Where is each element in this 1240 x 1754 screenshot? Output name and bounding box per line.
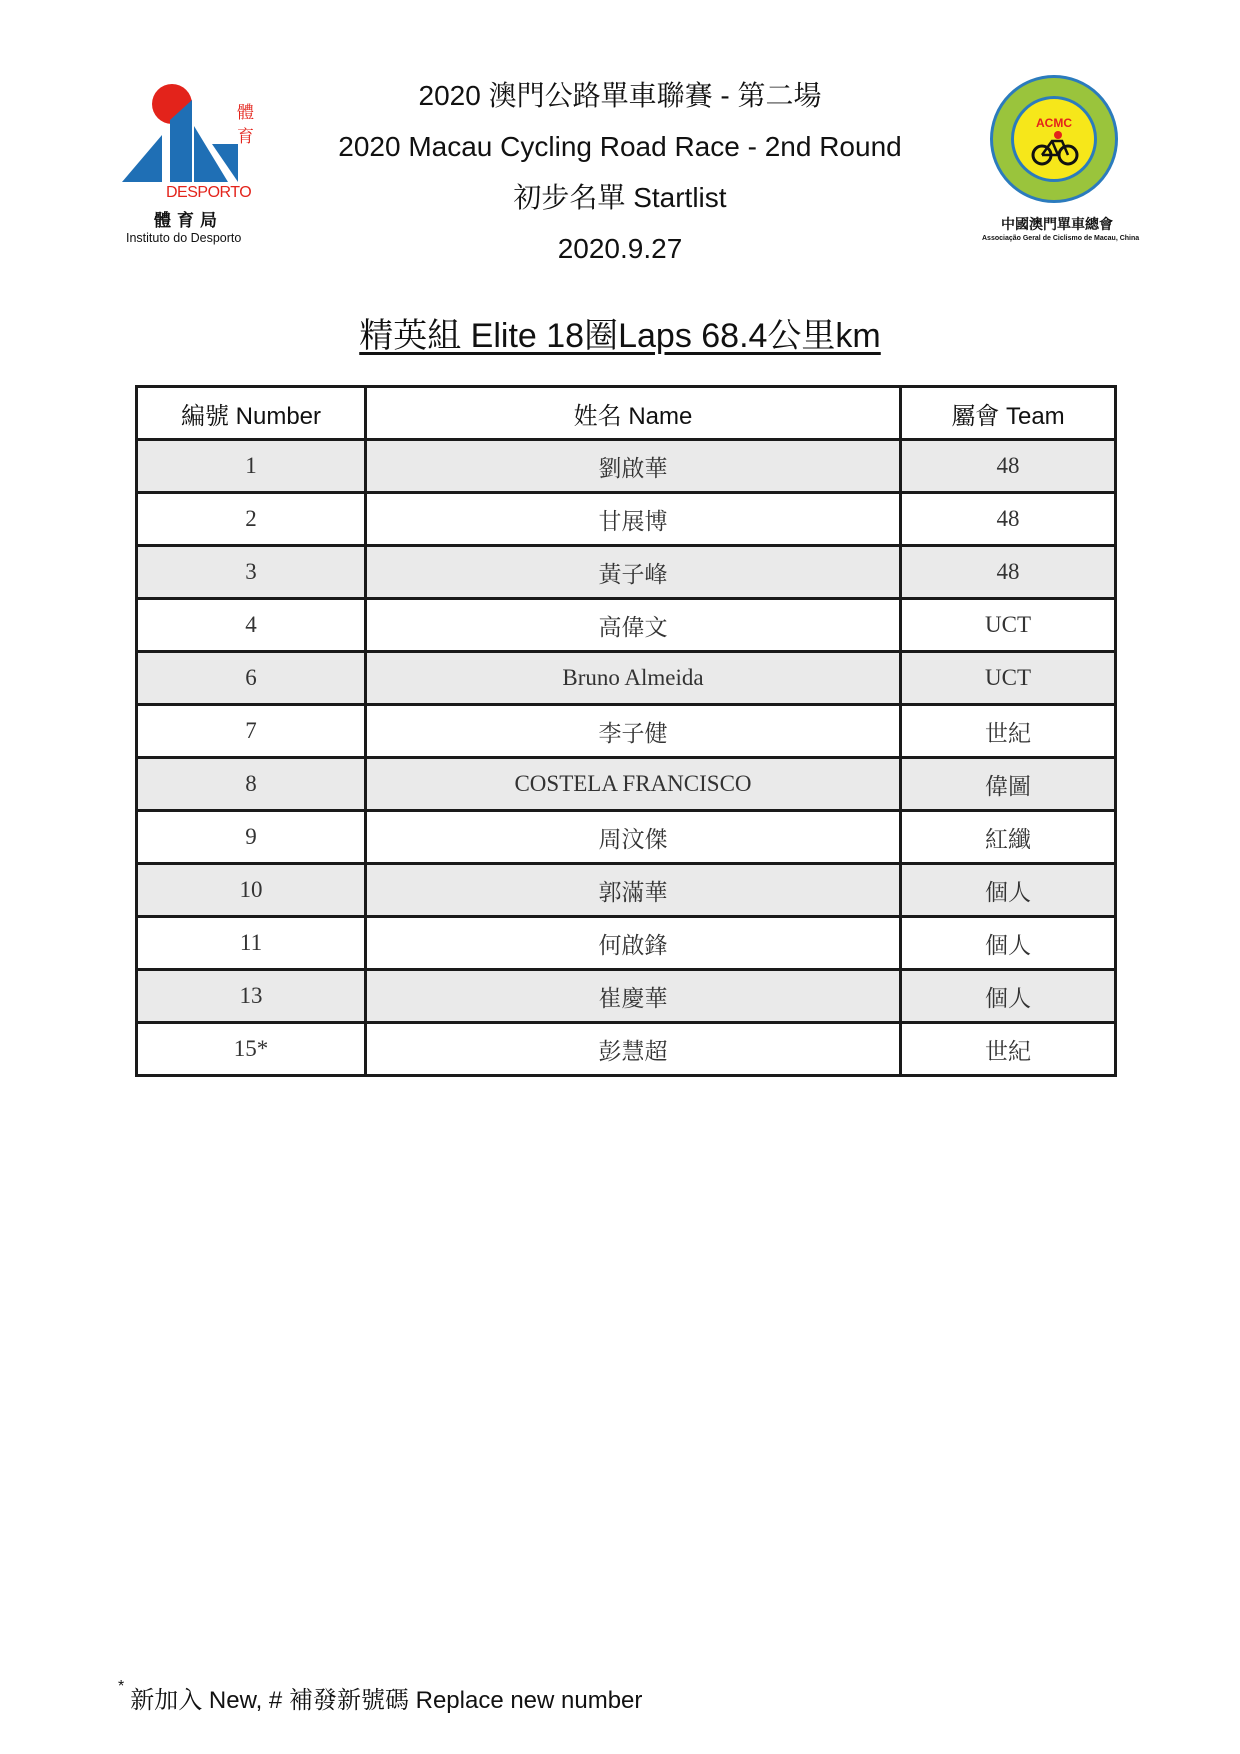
column-header-number: 編號 Number	[137, 387, 366, 440]
rider-number: 11	[137, 917, 366, 970]
category-title: 精英組 Elite 18圈Laps 68.4公里km	[359, 317, 881, 355]
table-row	[137, 1023, 1116, 1076]
rider-name: 崔慶華	[366, 970, 901, 1023]
acmc-name-portuguese: Associação Geral de Ciclismo de Macau, China	[982, 235, 1140, 242]
rider-name: 黃子峰	[366, 546, 901, 599]
sports-bureau-chinese: 體育局	[154, 211, 223, 231]
rider-team: 偉圖	[901, 758, 1116, 811]
acmc-badge-text: ACMC	[1036, 116, 1072, 130]
rider-team: UCT	[901, 599, 1116, 652]
rider-team: 世紀	[901, 1023, 1116, 1076]
startlist-table	[135, 385, 1117, 1077]
rider-name: COSTELA FRANCISCO	[366, 758, 901, 811]
table-row	[137, 864, 1116, 917]
rider-number: 4	[137, 599, 366, 652]
footnote-marker: *	[118, 1678, 125, 1695]
rider-name: 郭滿華	[366, 864, 901, 917]
document-header	[300, 70, 940, 274]
sports-bureau-portuguese: Instituto do Desporto	[126, 231, 242, 245]
rider-team: 個人	[901, 917, 1116, 970]
rider-name: 周汶傑	[366, 811, 901, 864]
rider-name: 李子健	[366, 705, 901, 758]
acmc-name-chinese: 中國澳門單車總會	[1001, 217, 1113, 233]
rider-name: Bruno Almeida	[366, 652, 901, 705]
event-title-chinese: 2020 澳門公路單車聯賽 - 第二場	[418, 80, 822, 111]
footnote-text: 新加入 New, # 補發新號碼 Replace new number	[130, 1687, 643, 1714]
acmc-inner-disc	[1011, 96, 1097, 182]
table-row	[137, 705, 1116, 758]
event-date: 2020.9.27	[557, 233, 683, 264]
rider-team: 48	[901, 546, 1116, 599]
rider-team: 48	[901, 440, 1116, 493]
rider-team: 48	[901, 493, 1116, 546]
table-row	[137, 758, 1116, 811]
rider-number: 7	[137, 705, 366, 758]
desporto-wordmark: DESPORTO	[166, 184, 252, 201]
rider-number: 3	[137, 546, 366, 599]
table-row	[137, 811, 1116, 864]
bicycle-icon	[1030, 131, 1080, 167]
rider-number: 13	[137, 970, 366, 1023]
rider-name: 甘展博	[366, 493, 901, 546]
table-row	[137, 493, 1116, 546]
table-row	[137, 652, 1116, 705]
rider-number: 6	[137, 652, 366, 705]
rider-number: 9	[137, 811, 366, 864]
acmc-logo	[982, 70, 1140, 250]
table-row	[137, 599, 1116, 652]
table-row	[137, 440, 1116, 493]
rider-team: 個人	[901, 970, 1116, 1023]
rider-name: 彭慧超	[366, 1023, 901, 1076]
rider-team: 個人	[901, 864, 1116, 917]
table-header-row	[137, 387, 1116, 440]
column-header-name: 姓名 Name	[366, 387, 901, 440]
column-header-team: 屬會 Team	[901, 387, 1116, 440]
event-title-english: 2020 Macau Cycling Road Race - 2nd Round	[338, 131, 902, 162]
rider-team: 世紀	[901, 705, 1116, 758]
rider-team: 紅纖	[901, 811, 1116, 864]
rider-number: 1	[137, 440, 366, 493]
logo-char-1: 體	[237, 103, 254, 123]
logo-char-2: 育	[237, 127, 254, 147]
table-row	[137, 970, 1116, 1023]
rider-name: 何啟鋒	[366, 917, 901, 970]
footnote	[118, 1680, 642, 1715]
rider-team: UCT	[901, 652, 1116, 705]
rider-number: 10	[137, 864, 366, 917]
rider-number: 8	[137, 758, 366, 811]
startlist-subtitle: 初步名單 Startlist	[513, 182, 727, 213]
rider-number: 15*	[137, 1023, 366, 1076]
rider-name: 劉啟華	[366, 440, 901, 493]
table-row	[137, 917, 1116, 970]
rider-number: 2	[137, 493, 366, 546]
table-row	[137, 546, 1116, 599]
rider-name: 高偉文	[366, 599, 901, 652]
desporto-logo	[122, 80, 272, 250]
